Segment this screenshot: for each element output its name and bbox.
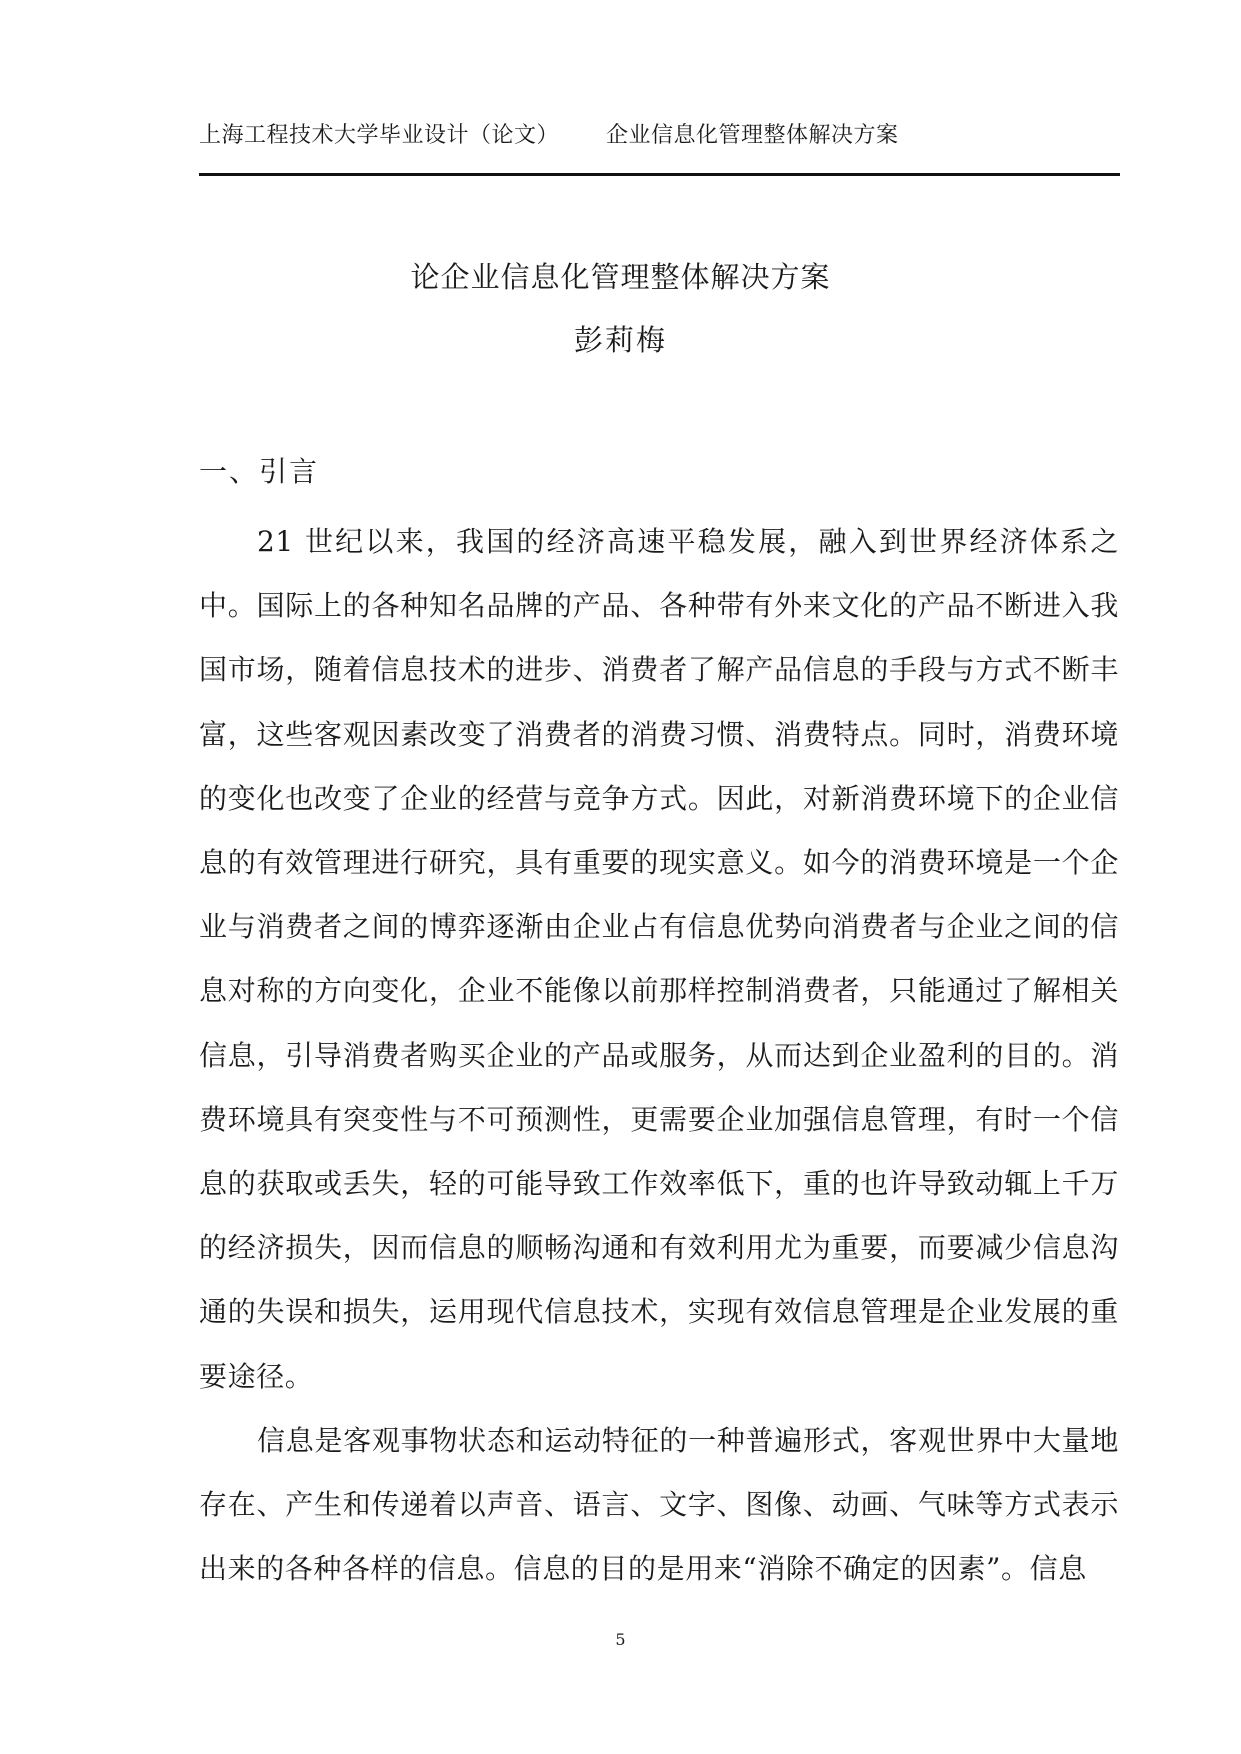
page-number: 5 bbox=[615, 1630, 626, 1649]
document-author: 彭莉梅 bbox=[573, 323, 667, 357]
header-university-title: 上海工程技术大学毕业设计（论文） bbox=[199, 123, 560, 148]
header-divider bbox=[199, 173, 1120, 176]
document-title: 论企业信息化管理整体解决方案 bbox=[410, 260, 831, 294]
paragraph: 信息是客观事物状态和运动特征的一种普遍形式，客观世界中大量地存在、产生和传递着以声音、语言、文字、图像、动画、气味等方式表示出来的各种各样的信息。信息的目的是用来“消除不确定的因素”。信息 bbox=[199, 1423, 1119, 1586]
section-heading: 一、引言 bbox=[199, 455, 320, 488]
header-thesis-title: 企业信息化管理整体解决方案 bbox=[606, 123, 899, 148]
running-header bbox=[199, 114, 1119, 154]
paragraph: 21 世纪以来，我国的经济高速平稳发展，融入到世界经济体系之中。国际上的各种知名品牌的产品、各种带有外来文化的产品不断进入我国市场，随着信息技术的进步、消费者了解产品信息的手段与方式不断丰富，这些客观因素改变了消费者的消费习惯、消费特点。同时，消费环境的变化也改变了企业的经营与竞争方式。因此，对新消费环境下的企业信息的有效管理进行研究，具有重要的现实意义。如今的消费环境是一个企业与消费者之间的博弈逐渐由企业占有信息优势向消费者与企业之间的信息对称的方向变化，企业不能像以前那样控制消费者，只能通过了解相关信息，引导消费者购买企业的产品或服务，从而达到企业盈利的目的。消费环境具有突变性与不可预测性，更需要企业加强信息管理，有时一个信息的获取或丢失，轻的可能导致工作效率低下，重的也许导致动辄上千万的经济损失，因而信息的顺畅沟通和有效利用尤为重要，而要减少信息沟通的失误和损失，运用现代信息技术，实现有效信息管理是企业发展的重要途径。 bbox=[199, 525, 1119, 1393]
document-body bbox=[199, 510, 1119, 1601]
